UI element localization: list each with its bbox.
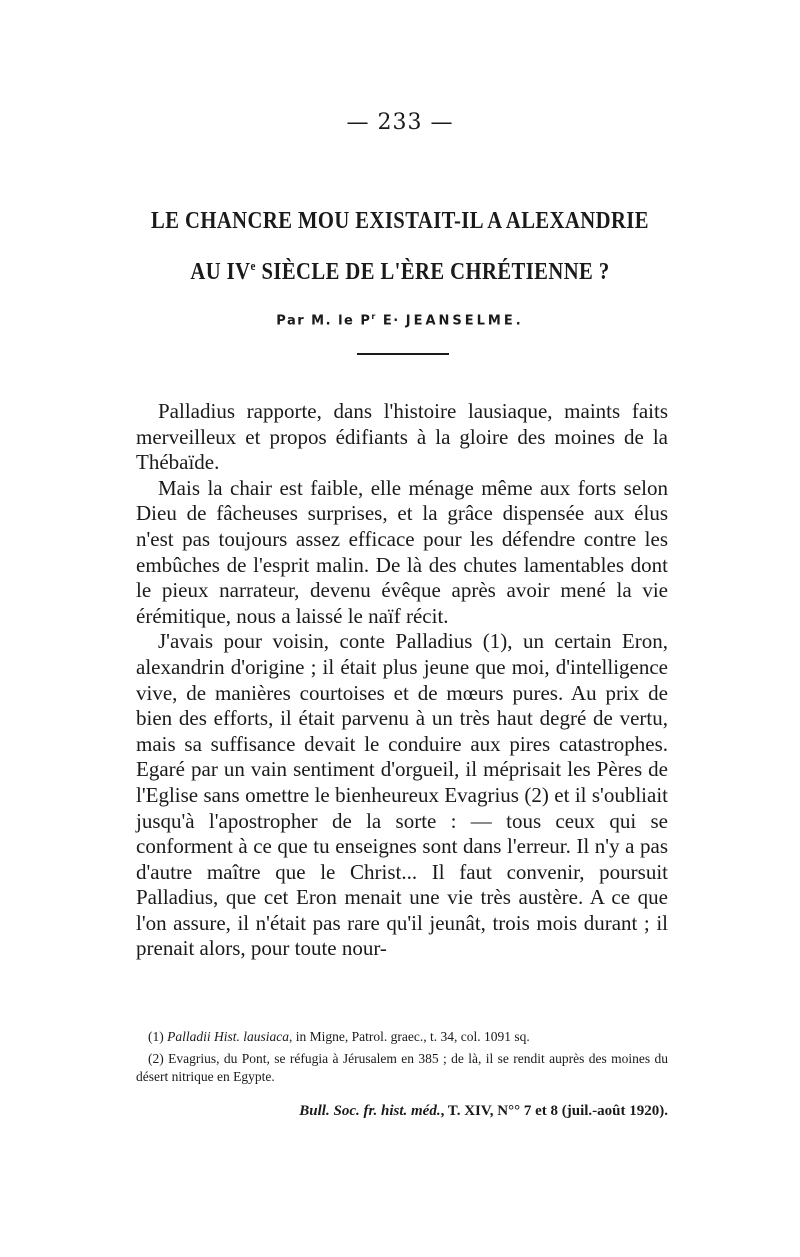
author-prefix: Par M. le P xyxy=(276,313,372,329)
author-name: JEANSELME. xyxy=(405,313,524,329)
footnote-1-number: (1) xyxy=(148,1029,168,1044)
title-superscript: e xyxy=(250,258,256,273)
journal-volume: , T. XIV, N°° 7 et 8 (juil.-août 1920). xyxy=(440,1103,668,1119)
paragraph: Palladius rapporte, dans l'histoire lausiaque, maints faits merveilleux et propos édifiants à la gloire des moines de la Thébaïde. xyxy=(136,399,668,475)
footnotes xyxy=(136,1028,668,1090)
author-prefix-sup: r xyxy=(371,312,377,321)
footnote-1 xyxy=(136,1028,668,1046)
footnote-1-reference: , in Migne, Patrol. graec., t. 34, col. 1091 sq. xyxy=(289,1029,530,1044)
page-number: — 233 — xyxy=(346,110,454,135)
author-line xyxy=(0,312,800,328)
journal-name: Bull. Soc. fr. hist. méd. xyxy=(299,1103,441,1119)
author-initial: E· xyxy=(376,313,406,329)
article-title-line-2 xyxy=(56,258,744,286)
journal-citation xyxy=(136,1103,668,1120)
footnote-2: (2) Evagrius, du Pont, se réfugia à Jérusalem en 385 ; de là, il se rendit auprès des moines du désert nitrique en Egypte. xyxy=(136,1051,668,1084)
title-suffix: SIÈCLE DE L'ÈRE CHRÉTIENNE ? xyxy=(255,259,610,285)
article-title-line-1: LE CHANCRE MOU EXISTAIT-IL A ALEXANDRIE xyxy=(151,208,649,234)
article-body xyxy=(136,399,668,962)
title-prefix: AU IV xyxy=(190,259,251,285)
title-divider xyxy=(357,353,449,355)
footnote-1-source: Palladii Hist. lausiaca xyxy=(167,1029,290,1044)
paragraph: Mais la chair est faible, elle ménage même aux forts selon Dieu de fâcheuses surprises, et la grâce dispensée aux élus n'est pas toujours assez efficace pour les défendre contre les embûches de l'esprit malin. De là des chutes lamentables dont le pieux narrateur, devenu évêque après avoir mené la vie érémitique, nous a laissé le naïf récit. xyxy=(136,475,668,628)
paragraph: J'avais pour voisin, conte Palladius (1), un certain Eron, alexandrin d'origine ; il était plus jeune que moi, d'intelligence vive, de manières courtoises et de mœurs pures. Au prix de bien des efforts, il était parvenu à un très haut degré de vertu, mais sa suffisance devait le conduire aux pires catastrophes. Egaré par un vain sentiment d'orgueil, il méprisait les Pères de l'Eglise sans omettre le bienheureux Evagrius (2) et il s'oubliait jusqu'à l'apostropher de la sorte : — tous ceux qui se conforment à ce que tu enseignes sont dans l'erreur. Il n'y a pas d'autre maître que le Christ... Il faut convenir, poursuit Palladius, que cet Eron menait une vie très austère. A ce que l'on assure, il n'était pas rare qu'il jeunât, trois mois durant ; il prenait alors, pour toute nour- xyxy=(136,629,668,961)
